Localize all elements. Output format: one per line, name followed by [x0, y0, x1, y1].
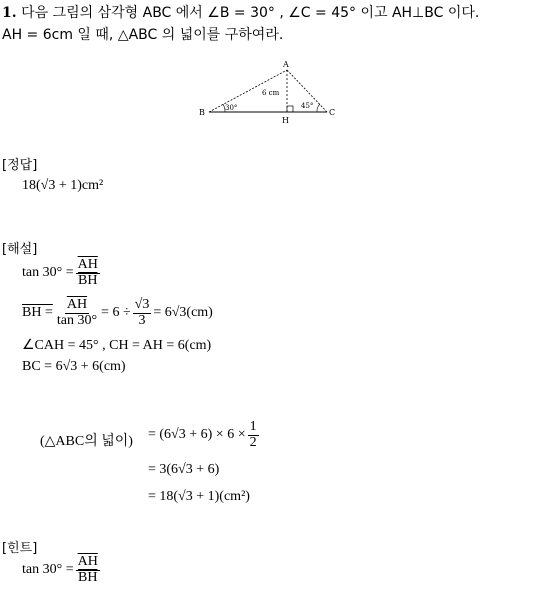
solution-line-2: [22, 298, 213, 328]
fraction-half: [248, 420, 259, 450]
area-line-1: [148, 420, 261, 450]
fraction-num: $\overline{AH}$: [77, 554, 98, 569]
answer-value: 18(√3 + 1)cm²: [22, 178, 104, 193]
label-height: 6 cm: [262, 89, 280, 97]
fraction-den: 3: [138, 312, 146, 328]
fraction-ah-tan: [55, 298, 99, 328]
fraction-den: BH: [78, 569, 98, 585]
solution-heading: [해설]: [2, 242, 38, 257]
solution-line-4: BC = 6√3 + 6(cm): [22, 359, 126, 374]
label-angle-b: 30°: [225, 104, 238, 112]
fraction-ah-bh: [76, 258, 100, 288]
solution-line-1: [22, 258, 102, 288]
solution-l2-right: = 6√3(cm): [153, 305, 213, 321]
label-b: B: [199, 108, 205, 117]
fraction-den: 2: [249, 434, 257, 450]
area-left: (△ABC의 넓이): [40, 434, 133, 449]
triangle-figure: [195, 58, 345, 124]
problem-text-2: AH = 6cm 일 때, △ABC 의 넓이를 구하여라.: [2, 27, 284, 43]
fraction-num: 1: [249, 419, 257, 434]
hint-line-1: [22, 555, 102, 585]
solution-l2-mid: = 6 ÷: [101, 305, 131, 321]
area-line-3: = 18(√3 + 1)(cm²): [148, 489, 250, 504]
solution-l1-left: tan 30° =: [22, 265, 74, 281]
fraction-sqrt3-3: [133, 298, 152, 328]
fraction-num: $\overline{AH}$: [66, 297, 88, 312]
answer-heading: [정답]: [2, 158, 38, 173]
fraction-num: √3: [134, 297, 150, 312]
label-a: A: [283, 60, 289, 69]
problem-number: 1.: [2, 5, 17, 21]
label-h: H: [282, 116, 289, 124]
right-angle-mark: [287, 106, 293, 112]
solution-l2-left: BH =: [22, 305, 53, 321]
label-c: C: [329, 108, 336, 117]
problem-text-1: 다음 그림의 삼각형 ABC 에서 ∠B = 30° , ∠C = 45° 이고 AH⊥BC 이다.: [21, 5, 480, 21]
area-line-2: = 3(6√3 + 6): [148, 462, 220, 477]
problem-line-1: [2, 2, 479, 22]
solution-line-3: ∠CAH = 45° , CH = AH = 6(cm): [22, 338, 212, 353]
hint-l1-left: tan 30° =: [22, 562, 74, 578]
fraction-den: BH: [78, 272, 98, 288]
fraction-den: tan 30°: [56, 312, 98, 328]
area-r1: = (6√3 + 6) × 6 ×: [148, 427, 246, 443]
hint-heading: [힌트]: [2, 541, 38, 556]
fraction-num: $\overline{AH}$: [77, 257, 98, 272]
label-angle-c: 45°: [301, 102, 314, 110]
fraction-ah-bh: [76, 555, 100, 585]
angle-c-arc: [317, 104, 320, 112]
